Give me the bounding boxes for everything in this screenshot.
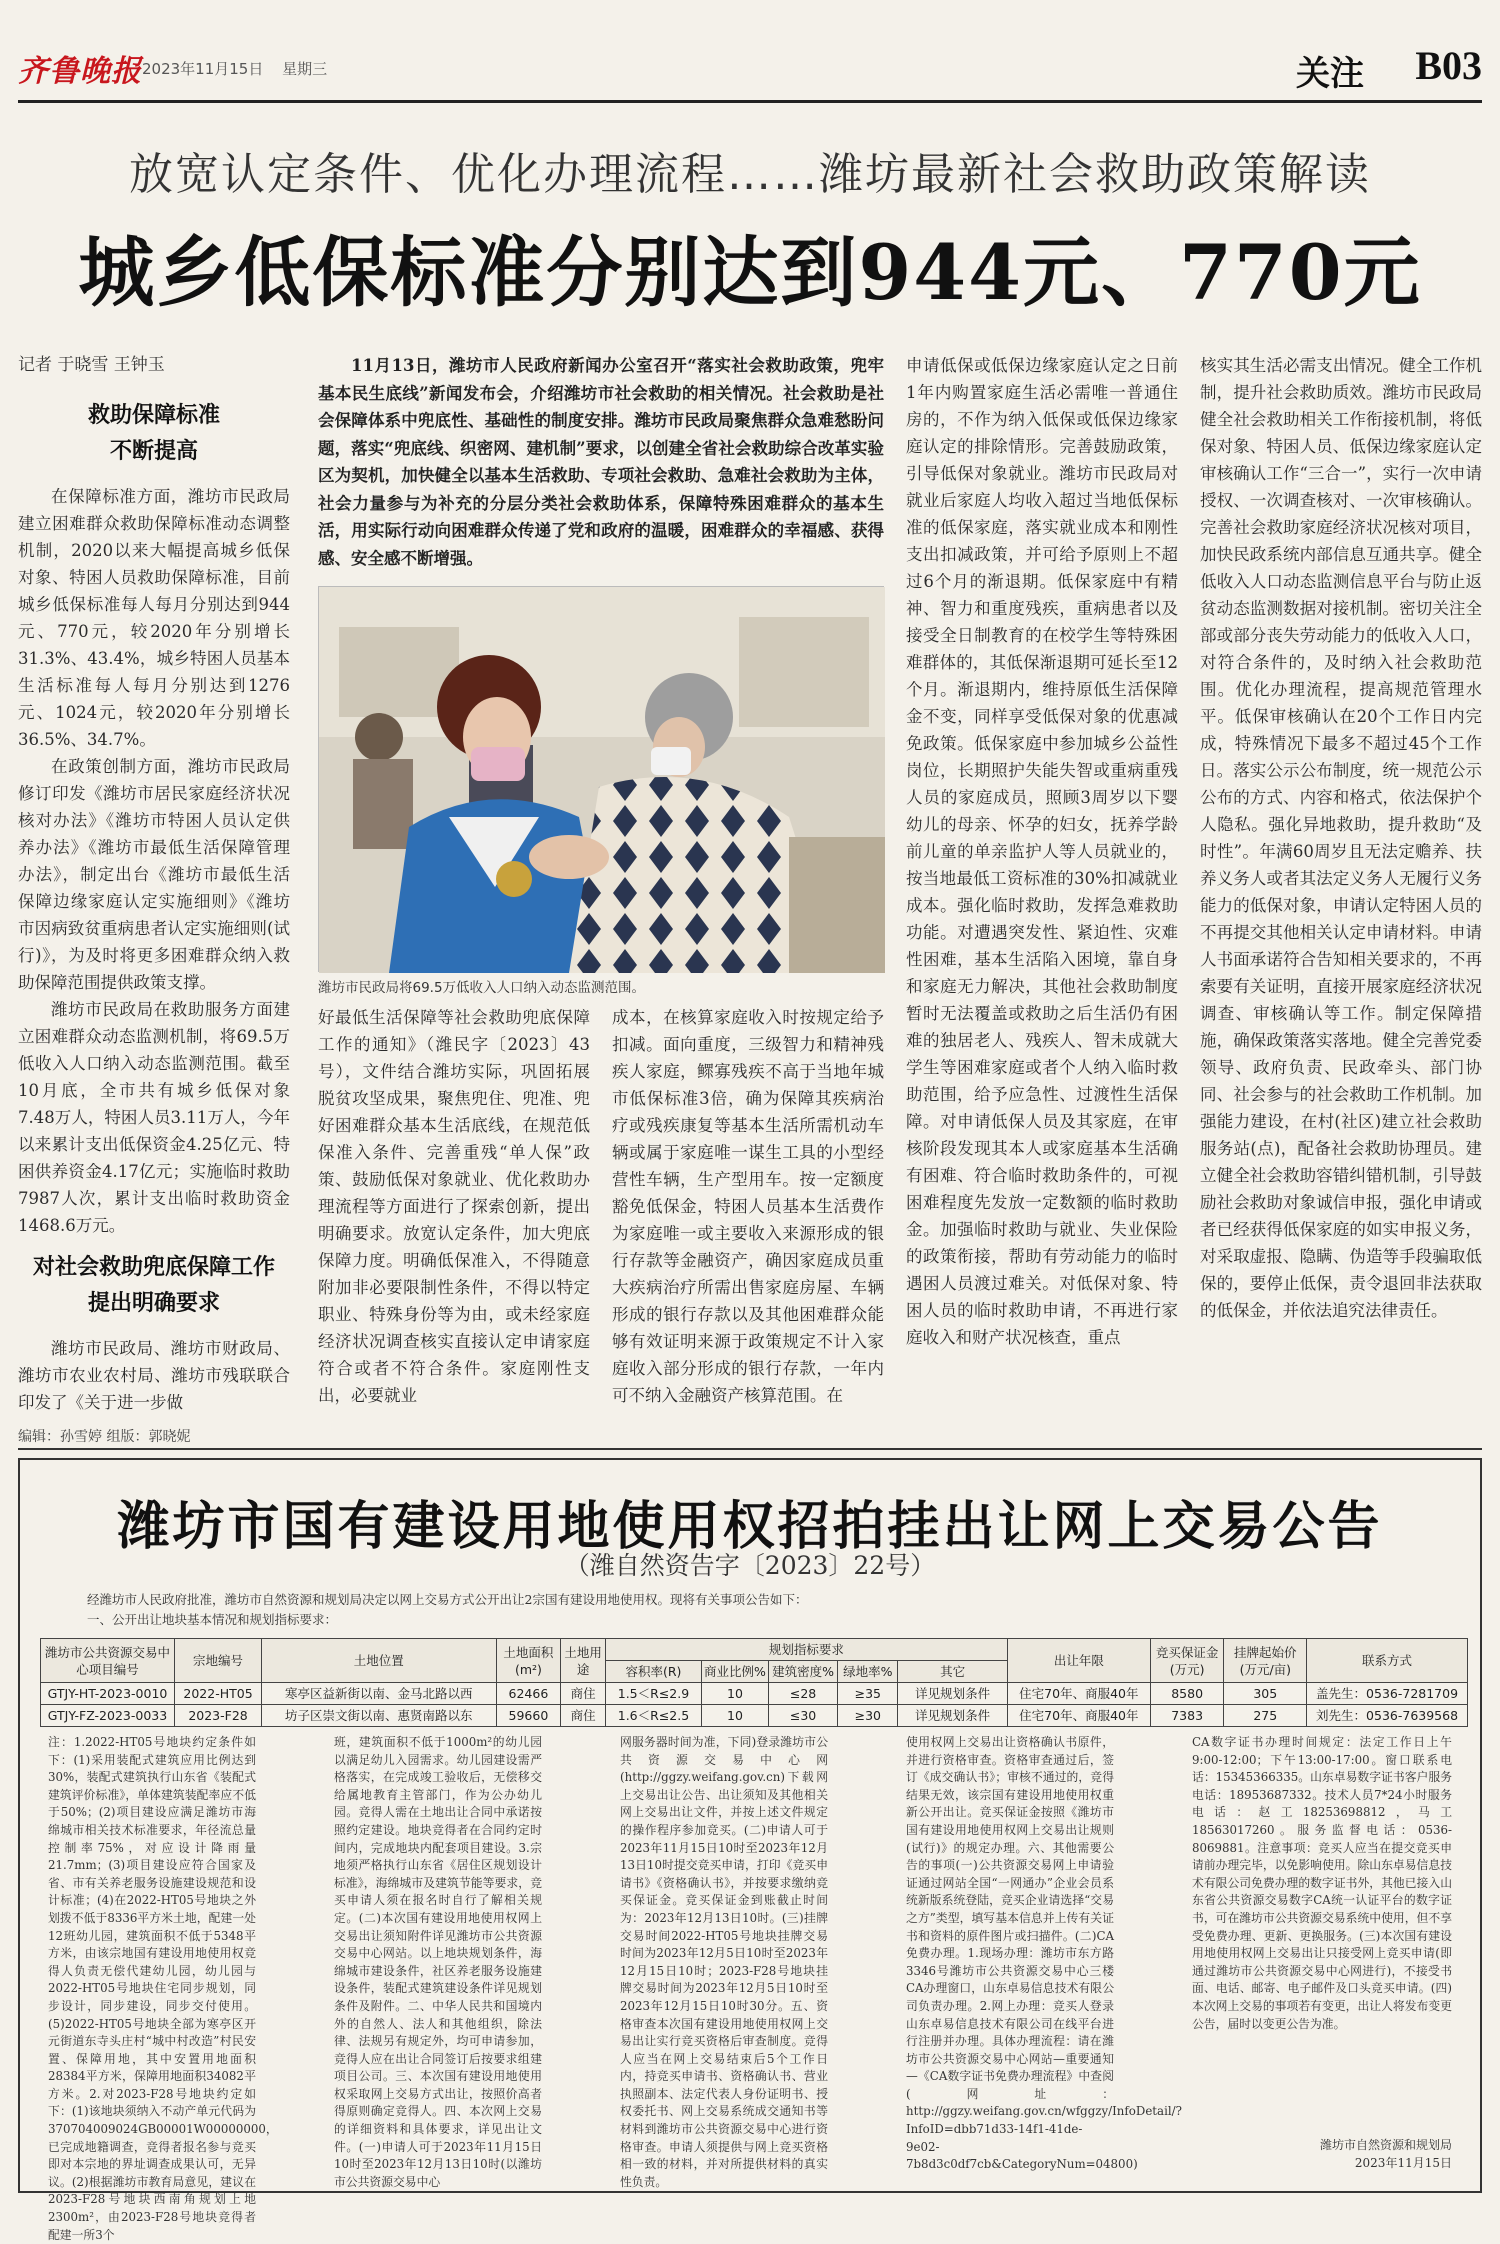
land-parcel-table <box>40 1638 1468 1727</box>
th-biz: 商业比例% <box>701 1661 768 1683</box>
table-row: GTJY-HT-2023-0010 2022-HT05 寒亭区益新街以南、金马北路以西 62466 商住 1.5＜R≤2.9 10 ≤28 ≥35 详见规划条件 住宅70年、商服40年 8580 305 盖先生：0536-7281709 <box>41 1683 1468 1705</box>
article-lead: 11月13日，潍坊市人民政府新闻办公室召开“落实社会救助政策，兜牢基本民生底线”新闻发布会，介绍潍坊市社会救助的相关情况。社会救助是社会保障体系中兜底性、基础性的制度安排。潍坊市民政局聚焦群众急难愁盼问题，落实“兜底线、织密网、建机制”要求，以创建全省社会救助综合改革实验区为契机，加快健全以基本生活救助、专项社会救助、急难社会救助为主体，社会力量参与为补充的分层分类社会救助体系，保障特殊困难群众的基本生活，用实际行动向困难群众传递了党和政府的温暖，困难群众的幸福感、获得感、安全感不断增强。 <box>318 356 884 568</box>
subhead-1: 救助保障标准 不断提高 <box>87 402 220 464</box>
announcement-column-2: 班，建筑面积不低于1000m²的幼儿园以满足幼儿入园需求。幼儿园建设需严格落实，在完成竣工验收后，无偿移交给属地教育主管部门，作为公办幼儿园。竞得人需在土地出让合同中承诺按照约定建设。地块竞得者在合同约定时间内，完成地块内配套项目建设。3.宗地须严格执行山东省《居住区规划设计标准》，海绵城市及建筑节能等要求，竞买申请人须在报名时自行了解相关规定。(二)本次国有建设用地使用权网上交易出让须知附件详见潍坊市公共资源交易中心网站。以上地块规划条件，海绵城市建设条件，社区养老服务设施建设条件，装配式建筑建设条件详见规划条件及附件。二、中华人民共和国境内外的自然人、法人和其他组织，除法律、法规另有规定外，均可申请参加，竞得人应在出让合同签订后按要求组建项目公司。三、本次国有建设用地使用权采取网上交易方式出让，按照价高者得原则确定竞得人。四、本次网上交易的详细资料和具体要求，详见出让文件。(一)申请人可于2023年11月15日10时至2023年12月13日10时(以潍坊市公共资源交易中心 <box>334 1735 542 2189</box>
paragraph: 潍坊市民政局在救助服务方面建立困难群众动态监测机制，将69.5万低收入人口纳入动态监测范围。截至10月底，全市共有城乡低保对象7.48万人，特困人员3.11万人，今年以来累计支出低保资金4.25亿元、特困供养资金4.17亿元；实施临时救助7987人次，累计支出临时救助资金1468.6万元。 <box>18 1000 290 1235</box>
paragraph: 潍坊市民政局、潍坊市财政局、潍坊市农业农村局、潍坊市残联联合印发了《关于进一步做 <box>18 1339 290 1412</box>
page-number: B03 <box>1415 43 1482 88</box>
th-other: 其它 <box>898 1661 1007 1683</box>
th-start: 挂牌起始价(万元/亩) <box>1224 1639 1307 1683</box>
announcement-column-3: 网服务器时间为准，下同)登录潍坊市公共资源交易中心网(http://ggzy.weifang.gov.cn)下载网上交易出让公告、出让须知及其他相关网上交易出让文件，并按上述文件规定的操作程序参加竞买。(二)申请人可于2023年11月15日10时至2023年12月13日10时提交竞买申请，打印《竞买申请书》《资格确认书》，并按要求缴纳竞买保证金。竞买保证金到账截止时间为：2023年12月13日10时。(三)挂牌交易时间2022-HT05号地块挂牌交易时间为2023年12月5日10时至2023年12月15日10时；2023-F28号地块挂牌交易时间为2023年12月5日10时至2023年12月15日10时30分。五、资格审查本次国有建设用地使用权网上交易出让实行竞买资格后审查制度。竞得人应当在网上交易结束后5个工作日内，持竞买申请书、资格确认书、营业执照副本、法定代表人身份证明书、授权委托书、网上交易系统成交通知书等材料到潍坊市公共资源交易中心进行资格审查。申请人须提供与网上竞买资格相一致的材料，并对所提供材料的真实性负责。 <box>620 1735 828 2189</box>
th-term: 出让年限 <box>1007 1639 1150 1683</box>
newspaper-logo: 齐鲁晚报 <box>18 54 142 89</box>
announcement-signature: 潍坊市自然资源和规划局 2023年11月15日 <box>1319 2138 1452 2170</box>
announcement-column-4: 使用权网上交易出让资格确认书原件，并进行资格审查。资格审查通过后，签订《成交确认书》；审核不通过的，竞得结果无效，该宗国有建设用地使用权重新公开出让。竞买保证金按照《潍坊市国有建设用地使用权网上交易出让规则(试行)》的规定办理。六、其他需要公告的事项(一)公共资源交易网上申请验证通过网站全国“一网通办”企业会员系统新版系统登陆，竞买企业请选择“交易之方”类型，填写基本信息并上传有关证书和资料的原件图片或扫描件。(二)CA免费办理。1.现场办理：潍坊市东方路3346号潍坊市公共资源交易中心三楼CA办理窗口，山东卓易信息技术有限公司负责办理。2.网上办理：竞买人登录山东卓易信息技术有限公司在线平台进行注册并办理。具体办理流程：请在潍坊市公共资源交易中心网站—重要通知—《CA数字证书免费办理流程》中查阅(网址：http://ggzy.weifang.gov.cn/wfggzy/InfoDetail/?InfoID=dbb71d33-14f1-41de-9e02-7b8d3c0df7cb&CategoryNum=04800) <box>906 1735 1182 2172</box>
th-zong: 宗地编号 <box>174 1639 261 1683</box>
article-column-5: 核实其生活必需支出情况。健全工作机制，提升社会救助质效。潍坊市民政局健全社会救助相关工作衔接机制，将低保对象、特困人员、低保边缘家庭认定审核确认工作“三合一”，实行一次申请授权、一次调查核对、一次审核确认。完善社会救助家庭经济状况核对项目，加快民政系统内部信息互通共享。健全低收入人口动态监测信息平台与防止返贫动态监测数据对接机制。密切关注全部或部分丧失劳动能力的低收入人口，对符合条件的，及时纳入社会救助范围。优化办理流程，提高规范管理水平。低保审核确认在20个工作日内完成，特殊情况下最多不超过45个工作日。落实公示公布制度，统一规范公示公布的方式、内容和格式，依法保护个人隐私。强化异地救助，提升救助“及时性”。年满60周岁且无法定赡养、扶养义务人或者其法定义务人无履行义务能力的低保对象，申请认定特困人员的不再提交其他相关认定申请材料。申请人书面承诺符合告知相关要求的，不再索要有关证明，直接开展家庭经济状况调查、审核确认等工作。制定保障措施，确保政策落实落地。健全完善党委领导、政府负责、民政牵头、部门协同、社会参与的社会救助工作机制。加强能力建设，在村(社区)建立社会救助服务站(点)，配备社会救助协理员。建立健全社会救助容错纠错机制，引导鼓励社会救助对象诚信申报，强化申请或者已经获得低保家庭的如实申报义务，对采取虚报、隐瞒、伪造等手段骗取低保的，要停止低保，责令退回非法获取的低保金，并依法追究法律责任。 <box>1200 356 1482 1320</box>
th-green: 绿地率% <box>838 1661 898 1683</box>
subhead-2: 对社会救助兜底保障工作 提出明确要求 <box>32 1254 275 1316</box>
announcement-intro: 经潍坊市人民政府批准，潍坊市自然资源和规划局决定以网上交易方式公开出让2宗国有建设用地使用权。现将有关事项公告如下： 一、公开出让地块基本情况和规划指标要求： <box>87 1592 808 1627</box>
th-far: 容积率(R) <box>605 1661 701 1683</box>
section-rule <box>18 1448 1482 1450</box>
photo-illustration <box>319 587 885 973</box>
th-code: 潍坊市公共资源交易中心项目编号 <box>41 1639 175 1683</box>
article-column-1 <box>18 352 290 1412</box>
th-location: 土地位置 <box>262 1639 496 1683</box>
article-column-2: 好最低生活保障等社会救助兜底保障工作的通知》（潍民字〔2023〕43号），文件结合潍坊实际，巩固拓展脱贫攻坚成果，聚焦兜住、兜准、兜好困难群众基本生活底线，在规范低保准入条件、完善重残“单人保”政策、鼓励低保对象就业、优化救助办理流程等方面进行了探索创新，提出明确要求。放宽认定条件，加大兜底保障力度。明确低保准入，不得随意附加非必要限制性条件，不得以特定职业、特殊身份等为由，或未经家庭经济状况调查核实直接认定申请家庭符合或者不符合条件。家庭刚性支出，必要就业 <box>318 1008 590 1405</box>
th-contact: 联系方式 <box>1307 1639 1468 1683</box>
announcement-title: 潍坊市国有建设用地使用权招拍挂出让网上交易公告 <box>117 1496 1383 1557</box>
article-column-4: 申请低保或低保边缘家庭认定之日前1年内购置家庭生活必需唯一普通住房的，不作为纳入低保或低保边缘家庭认定的排除情形。完善鼓励政策，引导低保对象就业。潍坊市民政局对就业后家庭人均收入超过当地低保标准的低保家庭，落实就业成本和刚性支出扣减政策，并可给予原则上不超过6个月的渐退期。低保家庭中有精神、智力和重度残疾，重病患者以及接受全日制教育的在校学生等特殊困难群体的，其低保渐退期可延长至12个月。渐退期内，维持原低生活保障金不变，同样享受低保对象的优惠减免政策。低保家庭中参加城乡公益性岗位，长期照护失能失智或重病重残人员的家庭成员，照顾3周岁以下婴幼儿的母亲、怀孕的妇女，抚养学龄前儿童的单亲监护人等人员就业的，按当地最低工资标准的30%扣减就业成本。强化临时救助，发挥急难救助功能。对遭遇突发性、紧迫性、灾难性困难，基本生活陷入困境，靠自身和家庭无力解决，其他社会救助制度暂时无法覆盖或救助之后生活仍有困难的独居老人、残疾人、智未成就大学生等困难家庭或者个人纳入临时救助范围，给予应急性、过渡性生活保障。对申请低保人员及其家庭，在审核阶段发现其本人或家庭基本生活确有困难、符合临时救助条件的，可视困难程度先发放一定数额的临时救助金。加强临时救助与就业、失业保险的政策衔接，帮助有劳动能力的临时遇困人员渡过难关。对低保对象、特困人员的临时救助申请，不再进行家庭收入和财产状况核查，重点 <box>906 356 1178 1347</box>
th-plan: 规划指标要求 <box>605 1639 1007 1661</box>
th-deposit: 竞买保证金(万元) <box>1150 1639 1224 1683</box>
masthead-rule <box>18 100 1482 103</box>
th-density: 建筑密度% <box>768 1661 837 1683</box>
article-column-3: 成本，在核算家庭收入时按规定给予扣减。面向重度，三级智力和精神残疾人家庭，鳏寡残疾不高于当地年城市低保标准3倍，确为保障其疾病治疗或残疾康复等基本生活所需机动车辆或属于家庭唯一谋生工具的小型经营性车辆，生产型用车。按一定额度豁免低保金，特困人员基本生活费作为家庭唯一或主要收入来源形成的银行存款等金融资产，确因家庭成员重大疾病治疗所需出售家庭房屋、车辆形成的银行存款以及其他困难群众能够有效证明来源于政策规定不计入家庭收入部分形成的银行存款，一年内可不纳入金融资产核算范围。在 <box>612 1008 884 1405</box>
editor-credit: 编辑：孙雪婷 组版：郭晓妮 <box>18 1429 191 1445</box>
announcement-number: （潍自然资告字〔2023〕22号） <box>564 1551 936 1580</box>
news-photo <box>318 586 884 972</box>
announcement-column-5: CA数字证书办理时间规定：法定工作日上午9:00-12:00；下午13:00-17:00。窗口联系电话：15345366335。山东卓易数字证书客户服务电话：18953687332。技术人员7*24小时服务电话：赵工18253698812，马工18563017260。服务监督电话：0536-8069881。注意事项：竞买人应当在提交竞买申请前办理完毕，以免影响使用。除山东卓易信息技术有限公司免费办理的数字证书外，其他已接入山东省公共资源交易数字CA统一认证平台的数字证书，可在潍坊市公共资源交易系统中使用，但不享受免费办理、更新、更换服务。(三)本次国有建设用地使用权网上交易出让只接受网上竞买申请(即通过潍坊市公共资源交易中心网进行)，不接受书面、电话、邮寄、电子邮件及口头竞买申请。(四)本次网上交易的事项若有变更，出让人将发布变更公告，届时以变更公告为准。 <box>1192 1735 1452 2031</box>
announcement-column-1: 注：1.2022-HT05号地块约定条件如下：(1)采用装配式建筑应用比例达到30%，装配式建筑执行山东省《装配式建筑评价标准》，单体建筑装配率应不低于50%；(2)项目建设应满足潍坊市海绵城市相关技术标准要求，年径流总量控制率75%，对应设计降雨量21.7mm；(3)项目建设应符合国家及省、市有关养老服务设施建设规范和设计标准；(4)在2022-HT05号地块之外划拨不低于8336平方米土地，配建一处12班幼儿园，建筑面积不低于5348平方米，由该宗地国有建设用地使用权竞得人负责无偿代建幼儿园，幼儿园与2022-HT05号地块住宅同步规划，同步设计，同步建设，同步交付使用。(5)2022-HT05号地块全部为寒亭区开元街道东寺头庄村“城中村改造”村民安置、保障用地，其中安置用地面积28384平方米，保障用地面积34082平方米。2.对2023-F28号地块约定如下：(1)该地块须纳入不动产单元代码为370704009024GB00001W00000000，已完成地籍调查，竞得者报名参与竞买即对本宗地的界址调查成果认可，无异议。(2)根据潍坊市教育局意见，建议在2023-F28号地块西南角规划上地2300m²，由2023-F28号地块竞得者配建一所3个 <box>48 1735 278 2242</box>
th-area: 土地面积(m²) <box>496 1639 561 1683</box>
issue-date: 2023年11月15日 星期三 <box>142 60 328 78</box>
headline-subtitle: 放宽认定条件、优化办理流程……潍坊最新社会救助政策解读 <box>129 149 1371 200</box>
byline: 记者 于晓雪 王钟玉 <box>18 355 165 375</box>
section-name: 关注 <box>1296 54 1364 94</box>
headline-title: 城乡低保标准分别达到944元、770元 <box>78 228 1422 317</box>
paragraph: 在政策创制方面，潍坊市民政局修订印发《潍坊市居民家庭经济状况核对办法》《潍坊市特困人员认定供养办法》《潍坊市最低生活保障管理办法》，制定出台《潍坊市最低生活保障边缘家庭认定实施细则》《潍坊市因病致贫重病患者认定实施细则(试行)》，为及时将更多困难群众纳入救助保障范围提供政策支撑。 <box>18 757 290 992</box>
masthead <box>18 40 1482 98</box>
paragraph: 在保障标准方面，潍坊市民政局建立困难群众救助保障标准动态调整机制，2020以来大幅提高城乡低保对象、特困人员救助保障标准，目前城乡低保标准每人每月分别达到944元、770元，较2020年分别增长31.3%、43.4%，城乡特困人员基本生活标准每人每月分别达到1276元、1024元，较2020年分别增长36.5%、34.7%。 <box>18 487 290 749</box>
th-use: 土地用途 <box>561 1639 606 1683</box>
table-row: GTJY-FZ-2023-0033 2023-F28 坊子区崇文街以南、惠贤南路以东 59660 商住 1.6＜R≤2.5 10 ≤30 ≥30 详见规划条件 住宅70年、商服40年 7383 275 刘先生：0536-7639568 <box>41 1705 1468 1727</box>
photo-caption: 潍坊市民政局将69.5万低收入人口纳入动态监测范围。 <box>318 980 646 996</box>
